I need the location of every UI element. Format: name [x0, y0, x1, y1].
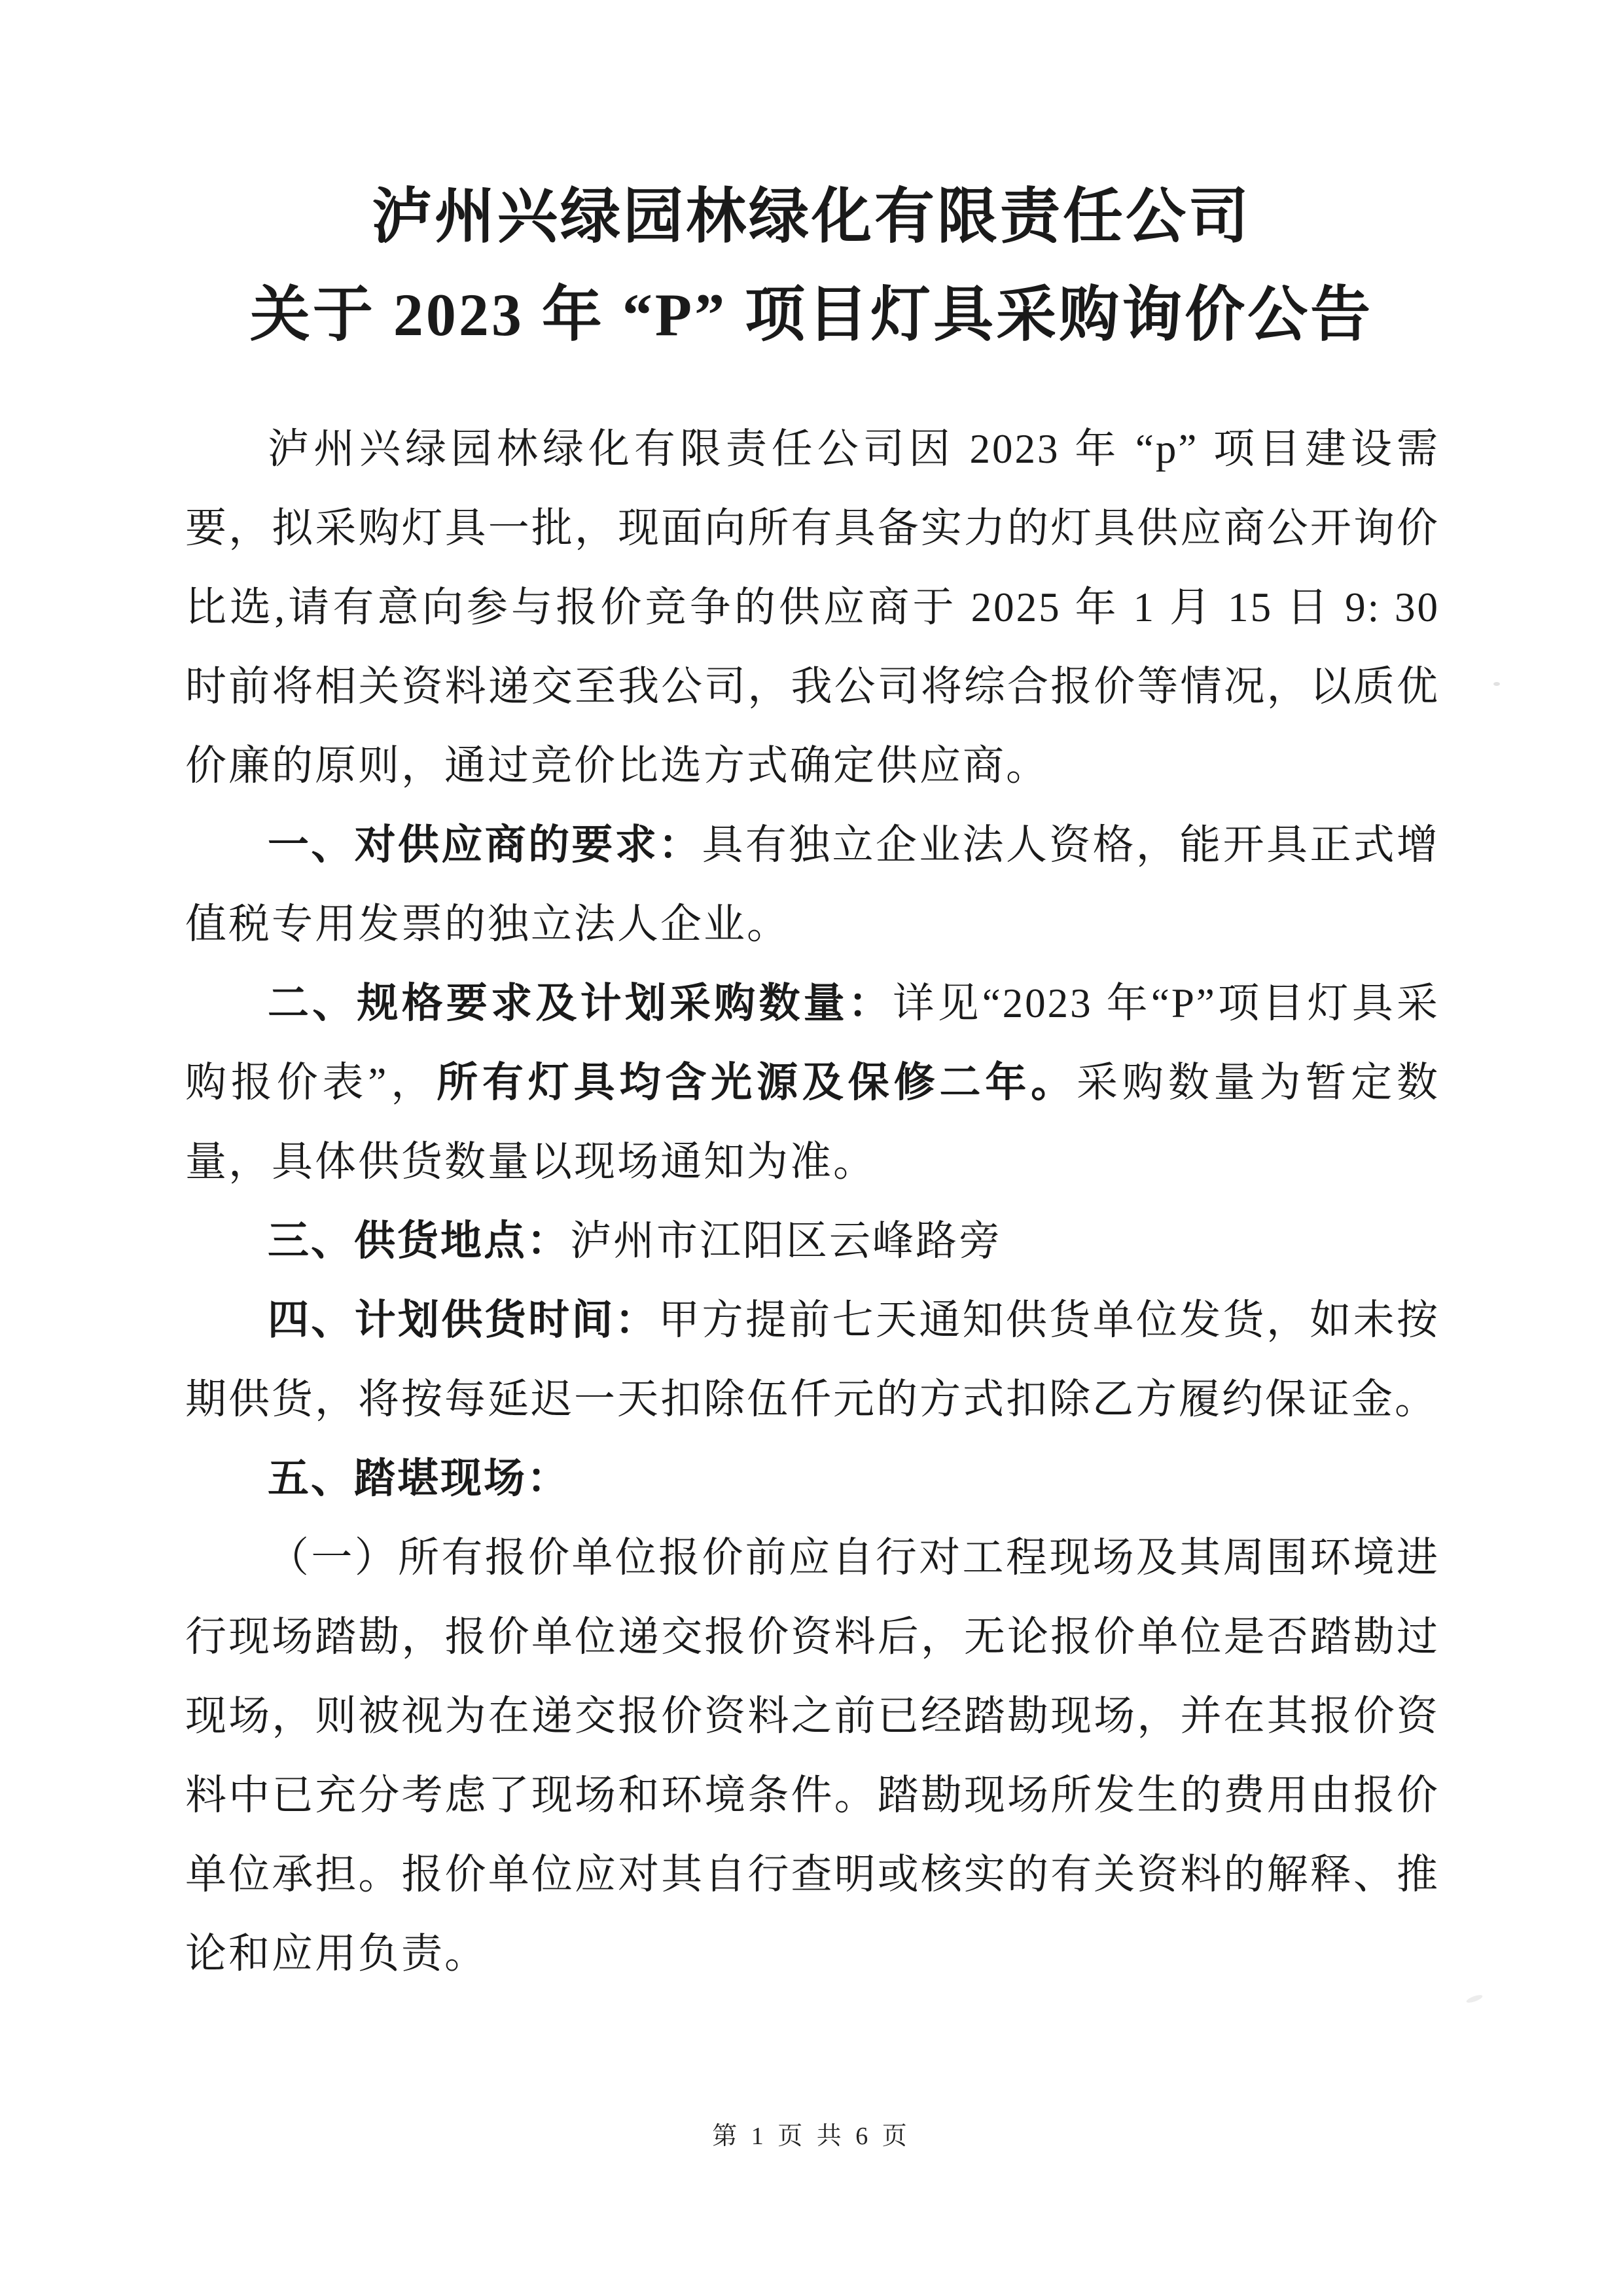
- section-2-body-bold: 所有灯具均含光源及保修二年。: [437, 1060, 1077, 1105]
- section-5-paragraph: [185, 1439, 1440, 1518]
- section-1-paragraph: [185, 806, 1440, 964]
- document-title-line-1: 泸州兴绿园林绿化有限责任公司: [371, 183, 1251, 250]
- document-title-line-2: 关于 2023 年 “P” 项目灯具采购询价公告: [249, 281, 1374, 348]
- intro-text: 泸州兴绿园林绿化有限责任公司因 2023 年 “p” 项目建设需要，拟采购灯具一批，现面向所有具备实力的灯具供应商公开询价比选,请有意向参与报价竞争的供应商于 2025 年 1 月 15 日 9: 30 时前将相关资料递交至我公司，我公司将综合报价等情况，以质优价廉的原则，通过竞价比选方式确定供应商。: [185, 426, 1440, 789]
- site-visit-text: （一）所有报价单位报价前应自行对工程现场及其周围环境进行现场踏勘，报价单位递交报价资料后，无论报价单位是否踏勘过现场，则被视为在递交报价资料之前已经踏勘现场，并在其报价资料中已充分考虑了现场和环境条件。踏勘现场所发生的费用由报价单位承担。报价单位应对其自行查明或核实的有关资料的解释、推论和应用负责。: [185, 1535, 1440, 1977]
- section-1-heading: 一、对供应商的要求：: [268, 822, 702, 868]
- section-3-body: 泸州市江阳区云峰路旁: [570, 1218, 1002, 1264]
- document-body: [185, 410, 1440, 1994]
- site-visit-paragraph: [185, 1518, 1440, 1994]
- section-3-heading: 三、供货地点：: [268, 1218, 570, 1264]
- document-title: [0, 0, 1623, 364]
- scan-speckle: [1465, 1994, 1483, 2004]
- section-1-body: 具有独立企业法人资格，能开具正式增值税专用发票的独立法人企业。: [185, 822, 1440, 947]
- footer-page-number: 第 1 页 共 6 页: [712, 2123, 911, 2150]
- section-5-heading: 五、踏堪现场：: [268, 1456, 570, 1501]
- section-2-heading: 二、规格要求及计划采购数量：: [268, 980, 893, 1026]
- section-4-body: 甲方提前七天通知供货单位发货，如未按期供货，将按每延迟一天扣除伍仟元的方式扣除乙方履约保证金。: [185, 1297, 1440, 1422]
- scan-speckle: [1493, 682, 1500, 686]
- section-4-paragraph: [185, 1281, 1440, 1439]
- intro-paragraph: [185, 410, 1440, 806]
- section-2-body-after: 采购数量为暂定数量，具体供货数量以现场通知为准。: [185, 1060, 1440, 1185]
- section-3-paragraph: [185, 1202, 1440, 1281]
- section-4-heading: 四、计划供货时间：: [268, 1297, 659, 1343]
- section-2-paragraph: [185, 964, 1440, 1202]
- section-2-body-before: 详见“2023 年“P”项目灯具采购报价表”，: [185, 980, 1440, 1105]
